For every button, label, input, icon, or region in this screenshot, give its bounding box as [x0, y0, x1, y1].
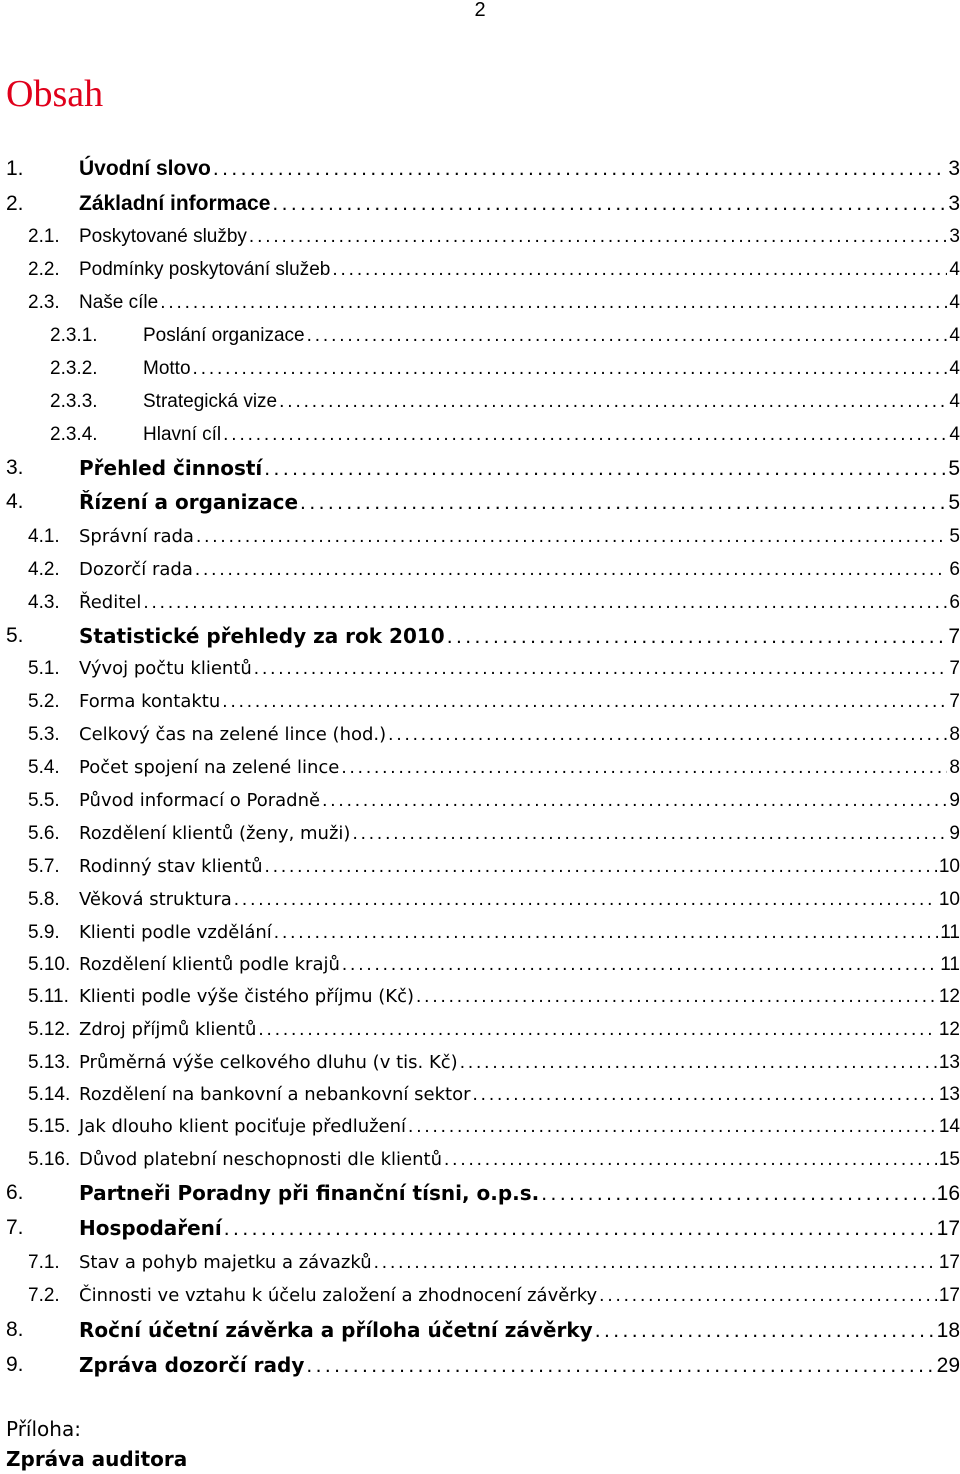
- toc-entry-number: 5.1.: [28, 658, 60, 679]
- toc-entry-title[interactable]: Důvod platební neschopnosti dle klientů: [79, 1149, 443, 1170]
- dot-leader: [193, 353, 948, 385]
- toc-entry[interactable]: [0, 353, 960, 385]
- dot-leader: [447, 621, 947, 653]
- toc-entry-page: 8: [949, 757, 960, 778]
- toc-entry-page: 16: [936, 1182, 960, 1205]
- toc-entry-page: 3: [948, 157, 960, 180]
- dot-leader: [264, 453, 946, 485]
- toc-entry-title[interactable]: Klienti podle výše čistého příjmu (Kč): [79, 986, 414, 1007]
- toc-entry-page: 17: [936, 1217, 960, 1240]
- dot-leader: [473, 1079, 937, 1111]
- dot-leader: [223, 419, 947, 451]
- toc-entry[interactable]: [0, 884, 960, 916]
- dot-leader: [444, 1144, 937, 1176]
- dot-leader: [460, 1047, 937, 1079]
- toc-entry[interactable]: [0, 620, 960, 652]
- toc-entry-title[interactable]: Zdroj příjmů klientů: [79, 1019, 257, 1040]
- toc-entry[interactable]: [0, 452, 960, 484]
- toc-entry[interactable]: [0, 1247, 960, 1279]
- toc-entry-page: 8: [949, 724, 960, 745]
- toc-entry-title[interactable]: Počet spojení na zelené lince: [79, 757, 340, 778]
- dot-leader: [374, 1247, 937, 1279]
- dot-leader: [196, 521, 947, 553]
- dot-leader: [332, 254, 947, 286]
- toc-entry-page: 29: [936, 1354, 960, 1377]
- toc-entry-title[interactable]: Rozdělení klientů podle krajů: [79, 954, 340, 975]
- toc-entry[interactable]: [0, 1349, 960, 1381]
- toc-entry-page: 7: [948, 625, 960, 648]
- toc-entry-title[interactable]: Podmínky poskytování služeb: [79, 259, 331, 280]
- toc-entry[interactable]: [0, 1144, 960, 1176]
- toc-title: Obsah: [6, 73, 104, 115]
- toc-entry-number: 5.13.: [28, 1052, 71, 1073]
- toc-entry-title[interactable]: Vývoj počtu klientů: [79, 658, 252, 679]
- toc-entry-number: 2.3.: [28, 292, 60, 313]
- toc-entry-page: 18: [936, 1319, 960, 1342]
- toc-entry-page: 5: [949, 526, 960, 547]
- toc-entry-title[interactable]: Dozorčí rada: [79, 559, 193, 580]
- toc-entry-number: 4.2.: [28, 559, 60, 580]
- toc-entry-title[interactable]: Hospodaření: [79, 1216, 222, 1240]
- toc-entry-page: 13: [938, 1052, 960, 1073]
- toc-entry-number: 4.3.: [28, 592, 60, 613]
- toc-entry[interactable]: [0, 386, 960, 418]
- toc-entry-title[interactable]: Věková struktura: [79, 889, 232, 910]
- toc-entry-title[interactable]: Statistické přehledy za rok 2010: [79, 624, 445, 648]
- toc-entry-page: 14: [938, 1116, 960, 1137]
- toc-entry-title[interactable]: Základní informace: [79, 192, 271, 215]
- toc-entry[interactable]: [0, 818, 960, 850]
- toc-entry-number: 5.6.: [28, 823, 60, 844]
- toc-entry-number: 2.3.3.: [50, 391, 98, 412]
- toc-entry-title[interactable]: Přehled činností: [79, 456, 263, 480]
- toc-entry-title[interactable]: Jak dlouho klient pociťuje předlužení: [79, 1116, 407, 1137]
- toc-entry-page: 12: [938, 986, 960, 1007]
- toc-entry-number: 5.14.: [28, 1084, 71, 1105]
- toc-entry-title[interactable]: Forma kontaktu: [79, 691, 221, 712]
- toc-entry-page: 4: [949, 424, 960, 445]
- toc-entry-page: 7: [949, 691, 960, 712]
- toc-entry-title[interactable]: Celkový čas na zelené lince (hod.): [79, 724, 387, 745]
- toc-entry-number: 5.7.: [28, 856, 60, 877]
- dot-leader: [408, 1111, 937, 1143]
- toc-entry-page: 15: [938, 1149, 960, 1170]
- toc-entry[interactable]: [0, 419, 960, 451]
- toc-entry[interactable]: [0, 981, 960, 1013]
- toc-entry-page: 6: [949, 559, 960, 580]
- dot-leader: [213, 153, 946, 185]
- toc-entry-title[interactable]: Ředitel: [79, 592, 142, 613]
- toc-entry-page: 9: [949, 823, 960, 844]
- toc-entry-page: 4: [949, 358, 960, 379]
- toc-entry[interactable]: [0, 153, 960, 185]
- toc-entry[interactable]: [0, 587, 960, 619]
- toc-entry-page: 9: [949, 790, 960, 811]
- toc-entry-title[interactable]: Správní rada: [79, 526, 194, 547]
- toc-entry-number: 7.: [6, 1216, 24, 1239]
- appendix-item[interactable]: Zpráva auditora: [6, 1447, 188, 1471]
- toc-entry[interactable]: [0, 1314, 960, 1346]
- toc-entry-number: 6.: [6, 1181, 24, 1204]
- dot-leader: [222, 686, 947, 718]
- toc-entry-number: 3.: [6, 456, 24, 479]
- toc-entry-title[interactable]: Hlavní cíl: [143, 424, 222, 445]
- toc-entry-title[interactable]: Původ informací o Poradně: [79, 790, 321, 811]
- toc-entry-page: 17: [938, 1285, 960, 1306]
- page-number: 2: [474, 0, 486, 21]
- dot-leader: [258, 1014, 936, 1046]
- toc-entry-title[interactable]: Úvodní slovo: [79, 157, 211, 180]
- toc-entry[interactable]: [0, 254, 960, 286]
- toc-entry[interactable]: [0, 1212, 960, 1244]
- toc-entry-number: 9.: [6, 1353, 24, 1376]
- toc-entry-page: 3: [948, 192, 960, 215]
- toc-entry[interactable]: [0, 686, 960, 718]
- toc-entry-number: 2.2.: [28, 259, 60, 280]
- dot-leader: [541, 1178, 934, 1210]
- toc-entry-page: 10: [938, 856, 960, 877]
- toc-entry-title[interactable]: Řízení a organizace: [79, 490, 299, 514]
- toc-entry-title[interactable]: Činnosti ve vztahu k účelu založení a zhodnocení závěrky: [79, 1285, 598, 1306]
- toc-entry-number: 7.1.: [28, 1252, 60, 1273]
- dot-leader: [307, 320, 948, 352]
- toc-entry-number: 5.3.: [28, 724, 60, 745]
- toc-entry-page: 5: [948, 491, 960, 514]
- toc-entry-number: 5.5.: [28, 790, 60, 811]
- toc-entry-page: 4: [949, 259, 960, 280]
- dot-leader: [274, 917, 938, 949]
- dot-leader: [599, 1280, 937, 1312]
- dot-leader: [234, 884, 937, 916]
- dot-leader: [279, 386, 947, 418]
- dot-leader: [160, 287, 947, 319]
- toc-entry-page: 11: [940, 954, 960, 975]
- toc-entry-number: 2.3.2.: [50, 358, 98, 379]
- toc-entry[interactable]: [0, 1177, 960, 1209]
- appendix-label: Příloha:: [6, 1417, 81, 1441]
- toc-entry[interactable]: [0, 320, 960, 352]
- dot-leader: [342, 949, 938, 981]
- dot-leader: [265, 851, 937, 883]
- toc-entry-title[interactable]: Naše cíle: [79, 292, 159, 313]
- toc-entry-page: 4: [949, 391, 960, 412]
- toc-entry-number: 2.3.1.: [50, 325, 98, 346]
- dot-leader: [322, 785, 947, 817]
- dot-leader: [143, 587, 947, 619]
- toc-entry-page: 7: [949, 658, 960, 679]
- dot-leader: [300, 487, 946, 519]
- toc-entry-number: 5.: [6, 624, 24, 647]
- toc-entry-number: 5.10.: [28, 954, 71, 975]
- toc-entry-title[interactable]: Rozdělení klientů (ženy, muži): [79, 823, 351, 844]
- toc-entry-title[interactable]: Poslání organizace: [143, 325, 305, 346]
- toc-entry-number: 5.8.: [28, 889, 60, 910]
- toc-entry-number: 7.2.: [28, 1285, 60, 1306]
- toc-entry-title[interactable]: Motto: [143, 358, 191, 379]
- toc-entry[interactable]: [0, 221, 960, 253]
- toc-entry-title[interactable]: Rozdělení na bankovní a nebankovní sektor: [79, 1084, 471, 1105]
- dot-leader: [272, 188, 946, 220]
- toc-entry-number: 4.1.: [28, 526, 60, 547]
- toc-entry-title[interactable]: Strategická vize: [143, 391, 278, 412]
- toc-entry-title[interactable]: Zpráva dozorčí rady: [79, 1353, 305, 1377]
- toc-entry-page: 6: [949, 592, 960, 613]
- dot-leader: [224, 1213, 935, 1245]
- appendix: [6, 1414, 187, 1474]
- toc-entry[interactable]: [0, 917, 960, 949]
- toc-entry[interactable]: [0, 719, 960, 751]
- dot-leader: [416, 981, 937, 1013]
- dot-leader: [254, 653, 948, 685]
- dot-leader: [195, 554, 948, 586]
- toc-entry[interactable]: [0, 287, 960, 319]
- toc-entry-number: 5.15.: [28, 1116, 71, 1137]
- toc-entry-title[interactable]: Průměrná výše celkového dluhu (v tis. Kč): [79, 1052, 458, 1073]
- toc-entry-page: 4: [949, 325, 960, 346]
- toc-entry-page: 10: [938, 889, 960, 910]
- toc-entry-number: 5.16.: [28, 1149, 71, 1170]
- dot-leader: [306, 1350, 934, 1382]
- toc-entry-number: 8.: [6, 1318, 24, 1341]
- toc-entry[interactable]: [0, 1047, 960, 1079]
- dot-leader: [595, 1315, 935, 1347]
- toc-entry-page: 12: [938, 1019, 960, 1040]
- toc-entry[interactable]: [0, 1079, 960, 1111]
- toc-entry-page: 17: [938, 1252, 960, 1273]
- toc-entry-number: 5.2.: [28, 691, 60, 712]
- dot-leader: [341, 752, 947, 784]
- toc-entry[interactable]: [0, 1014, 960, 1046]
- toc-entry-page: 13: [938, 1084, 960, 1105]
- toc-entry-title[interactable]: Rodinný stav klientů: [79, 856, 263, 877]
- toc-entry-number: 2.1.: [28, 226, 60, 247]
- toc-entry-number: 5.12.: [28, 1019, 71, 1040]
- toc-entry[interactable]: [0, 949, 960, 981]
- toc-entry-title[interactable]: Partneři Poradny při finanční tísni, o.p.s.: [79, 1181, 540, 1205]
- toc-entry[interactable]: [0, 851, 960, 883]
- toc-entry[interactable]: [0, 188, 960, 220]
- toc-entry-page: 3: [949, 226, 960, 247]
- toc-entry[interactable]: [0, 486, 960, 518]
- toc-entry[interactable]: [0, 653, 960, 685]
- toc-entry-number: 1.: [6, 157, 24, 180]
- toc-entry-number: 2.: [6, 192, 24, 215]
- toc-entry[interactable]: [0, 554, 960, 586]
- toc-entry-title[interactable]: Roční účetní závěrka a příloha účetní závěrky: [79, 1318, 593, 1342]
- toc-entry[interactable]: [0, 752, 960, 784]
- toc-entry-page: 5: [948, 457, 960, 480]
- dot-leader: [249, 221, 948, 253]
- toc-entry-title[interactable]: Klienti podle vzdělání: [79, 922, 272, 943]
- toc-entry-number: 2.3.4.: [50, 424, 98, 445]
- toc-entry-number: 5.9.: [28, 922, 60, 943]
- toc-entry-title[interactable]: Stav a pohyb majetku a závazků: [79, 1252, 372, 1273]
- toc-entry-number: 4.: [6, 490, 24, 513]
- toc-entry[interactable]: [0, 521, 960, 553]
- dot-leader: [352, 818, 947, 850]
- dot-leader: [388, 719, 947, 751]
- toc-entry-number: 5.4.: [28, 757, 60, 778]
- toc-entry[interactable]: [0, 785, 960, 817]
- toc-entry[interactable]: [0, 1280, 960, 1312]
- toc-entry-number: 5.11.: [28, 986, 69, 1007]
- toc-entry-title[interactable]: Poskytované služby: [79, 226, 247, 247]
- toc-entry-page: 4: [949, 292, 960, 313]
- toc-entry-page: 11: [940, 922, 960, 943]
- toc-entry[interactable]: [0, 1111, 960, 1143]
